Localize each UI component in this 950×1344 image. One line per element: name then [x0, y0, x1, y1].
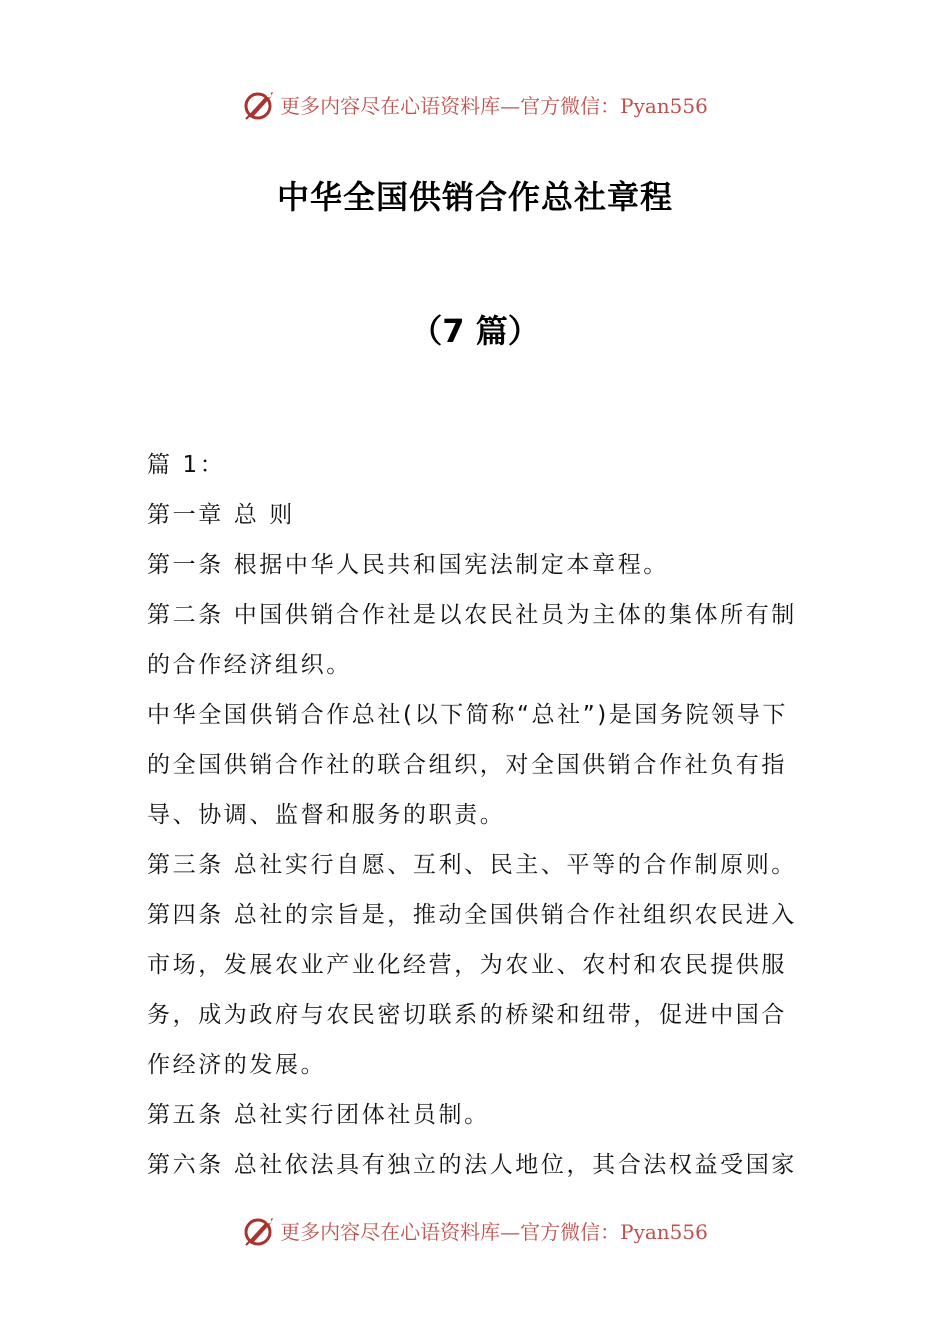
footer-watermark-banner: [0, 1208, 950, 1252]
body-line: 导、协调、监督和服务的职责。: [147, 802, 506, 828]
pen-logo-icon: [242, 86, 278, 122]
pen-logo-icon: [242, 1212, 278, 1248]
body-line: 的合作经济组织。: [147, 652, 352, 678]
body-line: 第四条 总社的宗旨是，推动全国供销合作社组织农民进入: [147, 902, 797, 928]
document-title: 中华全国供销合作总社章程: [276, 178, 673, 216]
body-line: 中华全国供销合作总社(以下简称“总社”)是国务院领导下: [147, 702, 788, 728]
body-line: 作经济的发展。: [147, 1052, 327, 1078]
header-watermark-banner: [0, 82, 950, 126]
header-watermark-text: 更多内容尽在心语资料库—官方微信：Pyan556: [280, 93, 708, 118]
body-line: 市场，发展农业产业化经营，为农业、农村和农民提供服: [147, 952, 787, 978]
footer-watermark-text: 更多内容尽在心语资料库—官方微信：Pyan556: [280, 1219, 708, 1244]
body-line: 篇 1：: [147, 452, 226, 478]
body-line: 第五条 总社实行团体社员制。: [147, 1102, 490, 1128]
body-line: 第六条 总社依法具有独立的法人地位，其合法权益受国家: [147, 1152, 797, 1178]
body-line: 第一章 总 则: [147, 502, 295, 528]
body-line: 务，成为政府与农民密切联系的桥梁和纽带，促进中国合: [147, 1002, 787, 1028]
body-line: 第一条 根据中华人民共和国宪法制定本章程。: [147, 552, 669, 578]
document-body: [147, 440, 807, 1190]
body-line: 第二条 中国供销合作社是以农民社员为主体的集体所有制: [147, 602, 797, 628]
document-subtitle: （7 篇）: [410, 312, 540, 350]
body-line: 第三条 总社实行自愿、互利、民主、平等的合作制原则。: [147, 852, 797, 878]
body-line: 的全国供销合作社的联合组织，对全国供销合作社负有指: [147, 752, 787, 778]
